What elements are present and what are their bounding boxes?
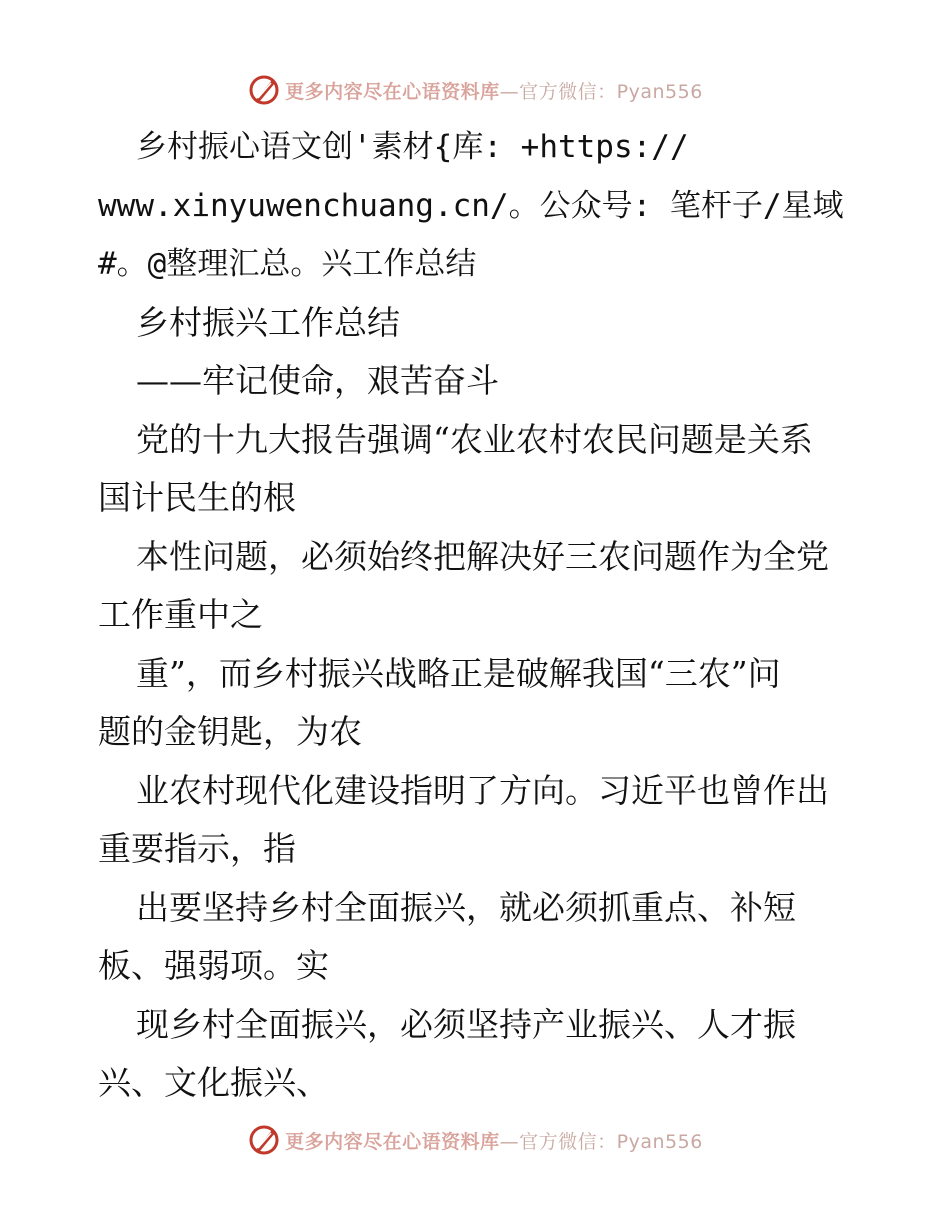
text-line: 出要坚持乡村全面振兴，就必须抓重点、补短 [136, 887, 796, 927]
text-line: 本性问题，必须始终把解决好三农问题作为全党 [136, 536, 829, 576]
text-line: 工作重中之 [98, 595, 263, 634]
quill-pen-circle-icon [247, 73, 281, 107]
text-line: 国计民生的根 [98, 478, 296, 517]
text-line: 现乡村全面振兴，必须坚持产业振兴、人才振 [136, 1004, 796, 1044]
text-line: 板、强弱项。实 [98, 946, 329, 985]
text-line: 党的十九大报告强调“农业农村农民问题是关系 [136, 419, 813, 459]
document-body [98, 118, 858, 1113]
text-line: 乡村振兴工作总结 [136, 302, 400, 342]
text-line: #。@整理汇总。兴工作总结 [98, 246, 477, 282]
header-banner-text [285, 77, 703, 104]
text-line: 乡村振心语文创'素材{库: +https:// [136, 129, 689, 165]
text-line: 兴、文化振兴、 [98, 1063, 329, 1102]
header-banner [0, 70, 950, 110]
text-line: 题的金钥匙，为农 [98, 712, 362, 751]
footer-banner-contact: —官方微信：Pyan556 [499, 1130, 703, 1153]
text-line: 业农村现代化建设指明了方向。习近平也曾作出 [136, 770, 829, 810]
footer-banner-text [285, 1127, 703, 1154]
text-line: 重”，而乡村振兴战略正是破解我国“三农”问 [136, 653, 781, 693]
header-banner-title: 更多内容尽在心语资料库 [285, 80, 500, 103]
footer-banner [0, 1120, 950, 1160]
text-line: www.xinyuwenchuang.cn/。公众号: 笔杆子/星域 [98, 187, 844, 224]
text-line: 重要指示，指 [98, 829, 296, 868]
footer-banner-title: 更多内容尽在心语资料库 [285, 1130, 500, 1153]
text-line: ——牢记使命，艰苦奋斗 [136, 361, 499, 400]
quill-pen-circle-icon [247, 1123, 281, 1157]
header-banner-contact: —官方微信：Pyan556 [499, 80, 703, 103]
